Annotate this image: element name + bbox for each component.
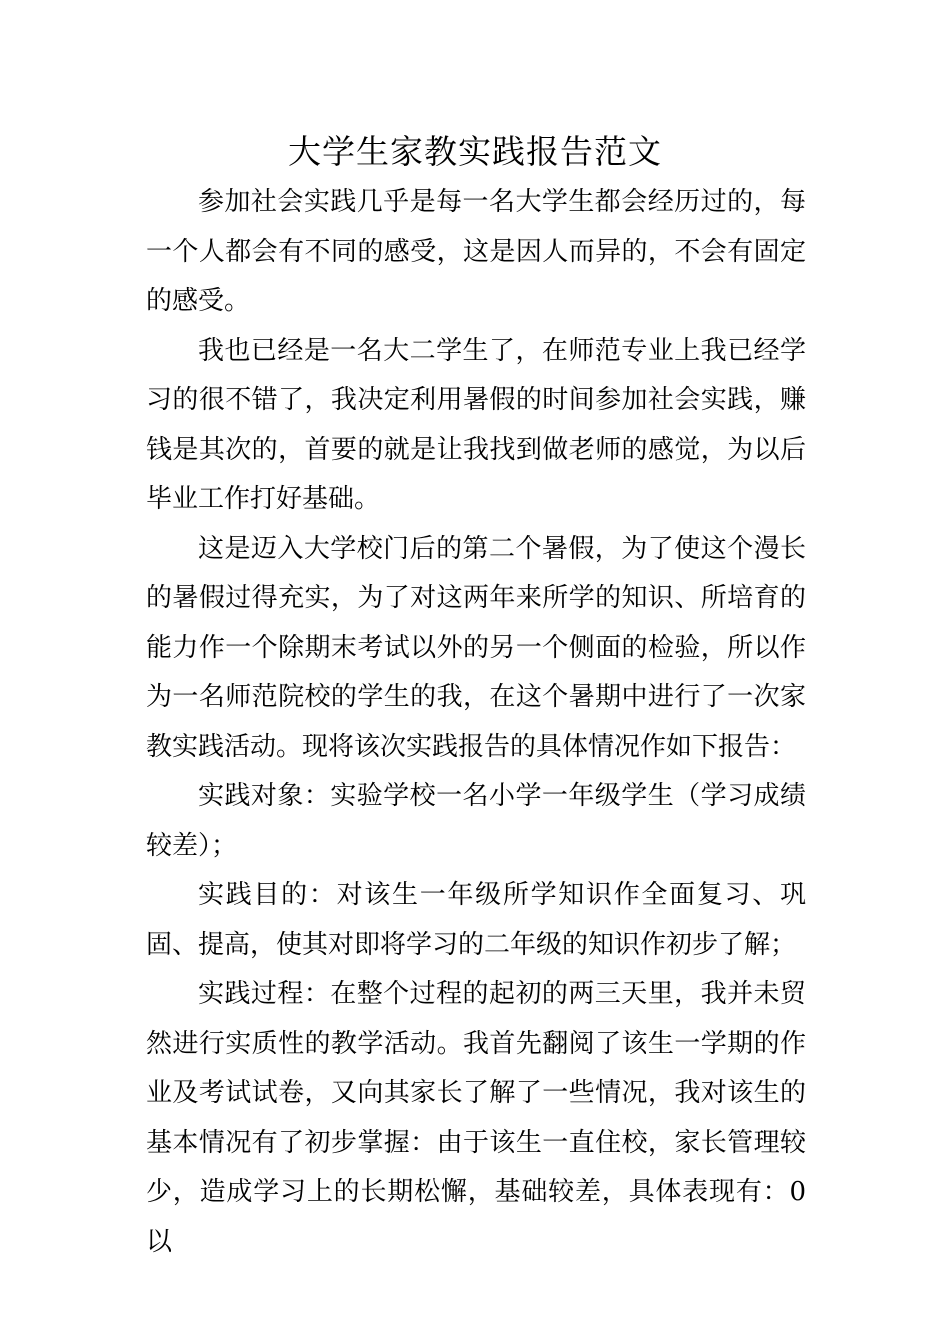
paragraph-intro: 参加社会实践几乎是每一名大学生都会经历过的，每一个人都会有不同的感受，这是因人而异的，不会有固定的感受。 (146, 187, 806, 316)
paragraph-purpose-overview: 这是迈入大学校门后的第二个暑假，为了使这个漫长的暑假过得充实，为了对这两年来所学的知识、所培育的能力作一个除期末考试以外的另一个侧面的检验，所以作为一名师范院校的学生的我，在这个暑期中进行了一次家教实践活动。现将该次实践报告的具体情况作如下报告： (146, 533, 806, 762)
document-body (146, 178, 806, 1267)
paragraph-practice-subject: 实践对象：实验学校一名小学一年级学生（学习成绩较差）； (146, 781, 806, 861)
paragraph-practice-goal: 实践目的：对该生一年级所学知识作全面复习、巩固、提高，使其对即将学习的二年级的知识作初步了解； (146, 880, 806, 960)
paragraph-background: 我也已经是一名大二学生了，在师范专业上我已经学习的很不错了，我决定利用暑假的时间参加社会实践，赚钱是其次的，首要的就是让我找到做老师的感觉，为以后毕业工作打好基础。 (146, 335, 806, 514)
paragraph-practice-process: 实践过程：在整个过程的起初的两三天里，我并未贸然进行实质性的教学活动。我首先翻阅了该生一学期的作业及考试试卷，又向其家长了解了一些情况，我对该生的基本情况有了初步掌握：由于该生一直住校，家长管理较少，造成学习上的长期松懈，基础较差，具体表现有：0以 (146, 979, 806, 1257)
document-title: 大学生家教实践报告范文 (288, 132, 662, 171)
